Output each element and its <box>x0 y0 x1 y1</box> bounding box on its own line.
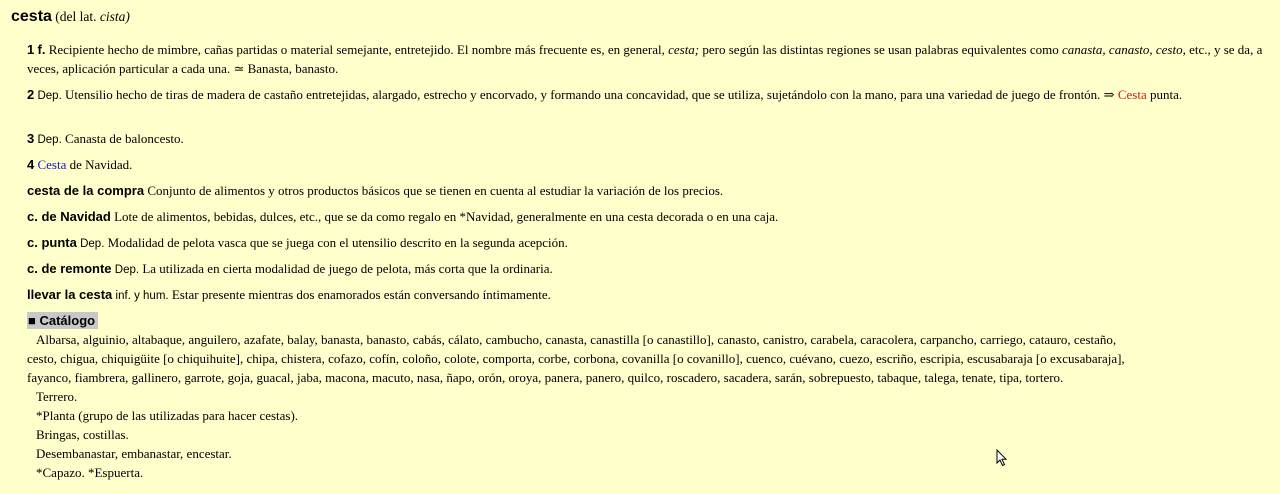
catalog-section <box>27 311 1266 330</box>
subentry-cesta-de-la-compra: cesta de la compra Conjunto de alimentos y otros productos básicos que se tienen en cuenta al estudiar la variación de los precios. <box>27 183 724 198</box>
sense-3: 3 Dep. Canasta de baloncesto. <box>27 131 184 146</box>
subentry-c-de-remonte: c. de remonte Dep. La utilizada en cierta modalidad de juego de pelota, más corta que la ordinaria. <box>27 261 553 276</box>
mouse-cursor-icon <box>996 449 1008 467</box>
sense-1: 1 f. Recipiente hecho de mimbre, cañas partidas o material semejante, entretejido. El nombre más frecuente es, en general, cesta; pero según las distintas regiones se usan palabras equivalentes como canasta, canasto, cesto, etc., y se da, a veces, aplicación particular a cada una. ≃ Banasta, banasto. <box>27 42 1263 76</box>
catalog-line: *Capazo. *Espuerta. <box>36 465 144 480</box>
catalog-line: Bringas, costillas. <box>36 427 129 442</box>
link-cesta-navidad[interactable]: Cesta <box>37 157 67 172</box>
entry-header <box>11 8 130 26</box>
etymology: (del lat. cista) <box>55 9 130 24</box>
sense-2: 2 Dep. Utensilio hecho de tiras de madera de castaño entretejidas, alargado, estrecho y encorvado, y formando una concavidad, que se utiliza, sujetándolo con la mano, para una variedad de juego de frontón. ⇒ Cesta punta. <box>27 87 1183 102</box>
catalog-line: Desembanastar, embanastar, encestar. <box>36 446 232 461</box>
sense-4: 4 Cesta de Navidad. <box>27 157 133 172</box>
headword: cesta <box>11 8 52 25</box>
catalog-line: Terrero. <box>36 389 78 404</box>
subentry-c-de-navidad: c. de Navidad Lote de alimentos, bebidas, dulces, etc., que se da como regalo en *Navidad, generalmente en una cesta decorada o en una caja. <box>27 209 779 224</box>
catalog-line: Albarsa, alguinio, altabaque, anguilero, azafate, balay, banasta, banasto, cabás, cálato, cambucho, canasta, canastilla [o canastillo], canasto, canistro, carabela, caracolera, carpancho, carriego, catauro, cestaño, <box>36 332 1117 347</box>
catalog-line: *Planta (grupo de las utilizadas para hacer cestas). <box>36 408 299 423</box>
catalog-header: ■ Catálogo <box>27 312 98 329</box>
catalog-line: cesto, chigua, chiquigüite [o chiquihuite], chipa, chistera, cofazo, cofín, coloño, colote, comporta, corbe, corbona, covanilla [o covanillo], cuenco, cuévano, cuezo, escriño, escripia, escusabaraja [o excusabaraja], <box>27 351 1125 366</box>
subentry-c-punta: c. punta Dep. Modalidad de pelota vasca que se juega con el utensilio descrito en la segunda acepción. <box>27 235 568 250</box>
link-cesta-punta[interactable]: Cesta <box>1117 87 1147 102</box>
subentry-llevar-la-cesta: llevar la cesta inf. y hum. Estar presente mientras dos enamorados están conversando íntimamente. <box>27 287 551 302</box>
catalog-line: fayanco, fiambrera, gallinero, garrote, goja, guacal, jaba, macona, macuto, nasa, ñapo, orón, oroya, panera, panero, quilco, roscadero, sacadera, sarán, sobrepuesto, tabaque, talega, tenate, tipa, tortero. <box>27 370 1064 385</box>
